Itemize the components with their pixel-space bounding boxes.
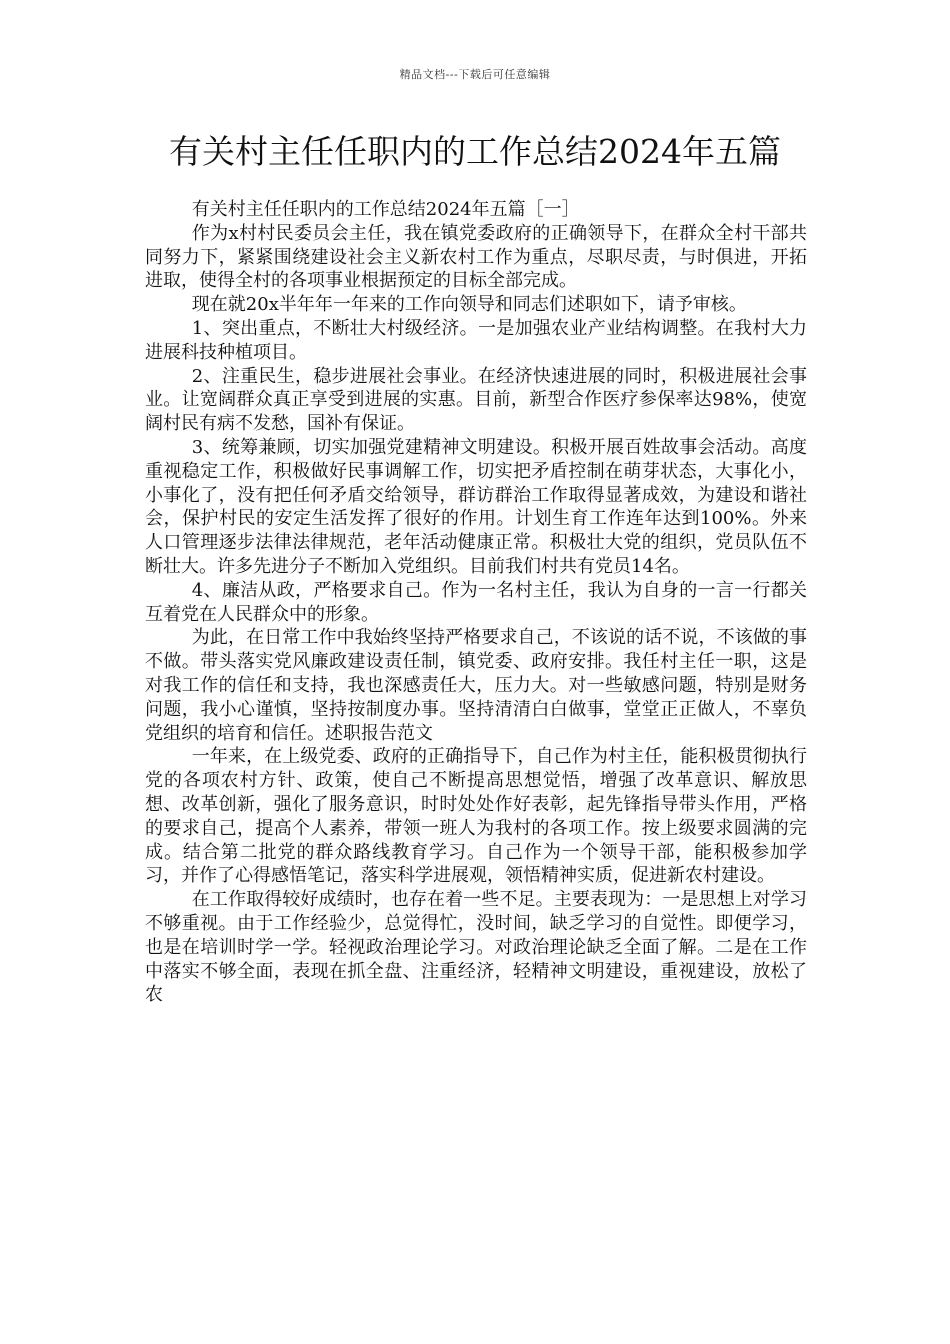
document-title: 有关村主任任职内的工作总结2024年五篇: [169, 132, 781, 171]
paragraph: 在工作取得较好成绩时，也存在着一些不足。主要表现为：一是思想上对学习不够重视。由于工作经验少，总觉得忙，没时间，缺乏学习的自觉性。即便学习，也是在培训时学一学。轻视政治理论学习。对政治理论缺乏全面了解。二是在工作中落实不够全面，表现在抓全盘、注重经济，轻精神文明建设，重视建设，放松了农: [145, 889, 807, 1006]
paragraph: 2、注重民生，稳步进展社会事业。在经济快速进展的同时，积极进展社会事业。让宽阔群众真正享受到进展的实惠。目前，新型合作医疗参保率达98%，使宽阔村民有病不发愁，国补有保证。: [145, 365, 807, 435]
paragraph: 作为x村村民委员会主任，我在镇党委政府的正确领导下，在群众全村干部共同努力下，紧紧围绕建设社会主义新农村工作为重点，尽职尽责，与时俱进，开拓进取，使得全村的各项事业根据预定的目标全部完成。: [145, 222, 807, 292]
paragraph: 1、突出重点，不断壮大村级经济。一是加强农业产业结构调整。在我村大力进展科技种植项目。: [145, 317, 807, 363]
paragraph: 为此，在日常工作中我始终坚持严格要求自己，不该说的话不说，不该做的事不做。带头落实党风廉政建设责任制，镇党委、政府安排。我任村主任一职，这是对我工作的信任和支持，我也深感责任大，压力大。对一些敏感问题，特别是财务问题，我小心谨慎，坚持按制度办事。坚持清清白白做事，堂堂正正做人，不辜负党组织的培育和信任。述职报告范文: [145, 627, 807, 744]
paragraph: 现在就20x半年年一年来的工作向领导和同志们述职如下，请予审核。: [191, 294, 747, 316]
document-body: [145, 198, 807, 1007]
document-header-note: 精品文档---下载后可任意编辑: [399, 68, 551, 81]
section-heading: 有关村主任任职内的工作总结2024年五篇［一］: [191, 199, 580, 220]
paragraph: 一年来，在上级党委、政府的正确指导下，自己作为村主任，能积极贯彻执行党的各项农村方针、政策，使自己不断提高思想觉悟，增强了改革意识、解放思想、改革创新，强化了服务意识，时时处处作好表彰，起先锋指导带头作用，严格的要求自己，提高个人素养，带领一班人为我村的各项工作。按上级要求圆满的完成。结合第二批党的群众路线教育学习。自己作为一个领导干部，能积极参加学习，并作了心得感悟笔记，落实科学进展观，领悟精神实质，促进新农村建设。: [145, 746, 807, 887]
paragraph: 4、廉洁从政，严格要求自己。作为一名村主任，我认为自身的一言一行都关互着党在人民群众中的形象。: [145, 579, 807, 625]
paragraph: 3、统筹兼顾，切实加强党建精神文明建设。积极开展百姓故事会活动。高度重视稳定工作，积极做好民事调解工作，切实把矛盾控制在萌芽状态，大事化小，小事化了，没有把任何矛盾交给领导，群访群治工作取得显著成效，为建设和谐社会，保护村民的安定生活发挥了很好的作用。计划生育工作连年达到100%。外来人口管理逐步法律法律规范，老年活动健康正常。积极壮大党的组织，党员队伍不断壮大。许多先进分子不断加入党组织。目前我们村共有党员14名。: [145, 436, 807, 577]
